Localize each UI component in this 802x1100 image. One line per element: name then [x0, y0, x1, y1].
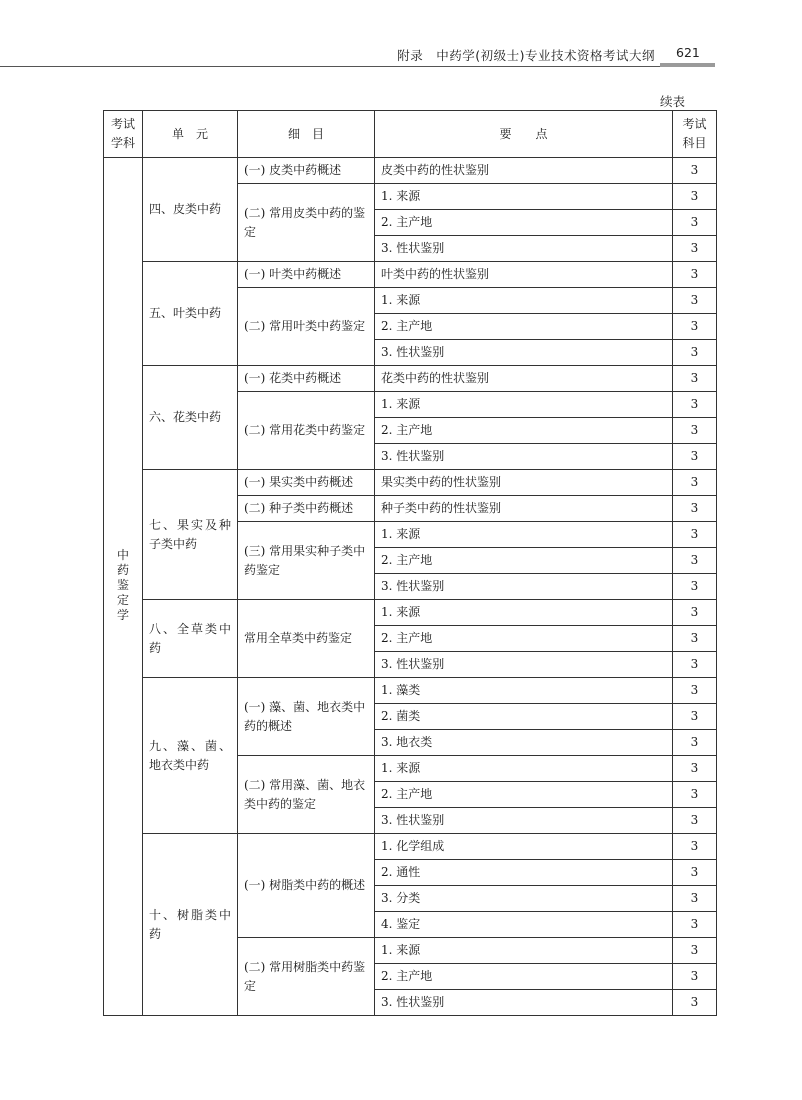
detail-cell: (二) 种子类中药概述: [238, 496, 375, 522]
page-number: 621: [676, 45, 700, 60]
exam-subject-cell: 3: [673, 912, 717, 938]
exam-subject-cell: 3: [673, 184, 717, 210]
detail-cell: (一) 树脂类中药的概述: [238, 834, 375, 938]
detail-cell: (一) 藻、菌、地衣类中药的概述: [238, 678, 375, 756]
table-row: [104, 366, 717, 392]
point-cell: 2. 主产地: [375, 210, 673, 236]
table-body: [104, 158, 717, 1016]
subject-cell: [104, 158, 143, 1016]
column-header-subject: 考试学科: [104, 111, 143, 158]
unit-cell: 五、叶类中药: [143, 262, 238, 366]
exam-subject-cell: 3: [673, 704, 717, 730]
exam-subject-cell: 3: [673, 652, 717, 678]
exam-subject-cell: 3: [673, 782, 717, 808]
exam-subject-cell: 3: [673, 964, 717, 990]
exam-subject-cell: 3: [673, 288, 717, 314]
point-cell: 1. 来源: [375, 522, 673, 548]
point-cell: 3. 性状鉴别: [375, 808, 673, 834]
point-cell: 2. 主产地: [375, 314, 673, 340]
point-cell: 叶类中药的性状鉴别: [375, 262, 673, 288]
table-row: [104, 834, 717, 860]
table-row: [104, 678, 717, 704]
exam-subject-cell: 3: [673, 236, 717, 262]
detail-cell: (一) 皮类中药概述: [238, 158, 375, 184]
exam-subject-cell: 3: [673, 392, 717, 418]
point-cell: 1. 化学组成: [375, 834, 673, 860]
point-cell: 2. 主产地: [375, 548, 673, 574]
point-cell: 1. 藻类: [375, 678, 673, 704]
exam-subject-cell: 3: [673, 600, 717, 626]
detail-cell: (二) 常用皮类中药的鉴定: [238, 184, 375, 262]
exam-subject-cell: 3: [673, 444, 717, 470]
exam-subject-cell: 3: [673, 834, 717, 860]
point-cell: 1. 来源: [375, 938, 673, 964]
header-bar: [660, 63, 715, 67]
point-cell: 3. 性状鉴别: [375, 574, 673, 600]
column-header-exam-subject: 考试科目: [673, 111, 717, 158]
point-cell: 2. 主产地: [375, 964, 673, 990]
detail-cell: (一) 叶类中药概述: [238, 262, 375, 288]
point-cell: 1. 来源: [375, 600, 673, 626]
unit-cell: 六、花类中药: [143, 366, 238, 470]
unit-cell: 十、树脂类中药: [143, 834, 238, 1016]
exam-subject-cell: 3: [673, 990, 717, 1016]
detail-cell: (二) 常用花类中药鉴定: [238, 392, 375, 470]
detail-cell: 常用全草类中药鉴定: [238, 600, 375, 678]
point-cell: 皮类中药的性状鉴别: [375, 158, 673, 184]
unit-cell: 九、藻、菌、地衣类中药: [143, 678, 238, 834]
detail-cell: (三) 常用果实种子类中药鉴定: [238, 522, 375, 600]
column-header-detail: 细 目: [238, 111, 375, 158]
exam-subject-cell: 3: [673, 470, 717, 496]
table-row: [104, 262, 717, 288]
exam-subject-cell: 3: [673, 678, 717, 704]
point-cell: 2. 主产地: [375, 626, 673, 652]
detail-cell: (二) 常用藻、菌、地衣类中药的鉴定: [238, 756, 375, 834]
continued-label: 续表: [660, 94, 686, 109]
detail-cell: (一) 果实类中药概述: [238, 470, 375, 496]
exam-subject-cell: 3: [673, 418, 717, 444]
point-cell: 4. 鉴定: [375, 912, 673, 938]
point-cell: 3. 分类: [375, 886, 673, 912]
exam-subject-cell: 3: [673, 808, 717, 834]
point-cell: 1. 来源: [375, 288, 673, 314]
exam-subject-cell: 3: [673, 496, 717, 522]
point-cell: 1. 来源: [375, 756, 673, 782]
exam-subject-cell: 3: [673, 522, 717, 548]
detail-cell: (二) 常用叶类中药鉴定: [238, 288, 375, 366]
exam-subject-cell: 3: [673, 158, 717, 184]
unit-cell: 八、全草类中药: [143, 600, 238, 678]
exam-subject-cell: 3: [673, 886, 717, 912]
point-cell: 3. 地衣类: [375, 730, 673, 756]
detail-cell: (二) 常用树脂类中药鉴定: [238, 938, 375, 1016]
point-cell: 种子类中药的性状鉴别: [375, 496, 673, 522]
point-cell: 果实类中药的性状鉴别: [375, 470, 673, 496]
header-rule: [0, 66, 660, 67]
exam-subject-cell: 3: [673, 860, 717, 886]
point-cell: 3. 性状鉴别: [375, 444, 673, 470]
exam-subject-cell: 3: [673, 314, 717, 340]
table-row: [104, 158, 717, 184]
point-cell: 2. 主产地: [375, 782, 673, 808]
exam-subject-cell: 3: [673, 756, 717, 782]
column-header-point: 要 点: [375, 111, 673, 158]
point-cell: 1. 来源: [375, 184, 673, 210]
exam-subject-cell: 3: [673, 626, 717, 652]
point-cell: 1. 来源: [375, 392, 673, 418]
unit-cell: 四、皮类中药: [143, 158, 238, 262]
column-header-unit: 单 元: [143, 111, 238, 158]
syllabus-table: [103, 110, 717, 1016]
running-title: 附录 中药学(初级士)专业技术资格考试大纲: [397, 48, 655, 63]
point-cell: 3. 性状鉴别: [375, 990, 673, 1016]
exam-subject-cell: 3: [673, 574, 717, 600]
point-cell: 3. 性状鉴别: [375, 340, 673, 366]
table-row: [104, 470, 717, 496]
exam-subject-cell: 3: [673, 340, 717, 366]
exam-subject-cell: 3: [673, 210, 717, 236]
table-header-row: [104, 111, 717, 158]
page-header: [0, 0, 802, 70]
exam-subject-cell: 3: [673, 938, 717, 964]
unit-cell: 七、果实及种子类中药: [143, 470, 238, 600]
detail-cell: (一) 花类中药概述: [238, 366, 375, 392]
exam-subject-cell: 3: [673, 730, 717, 756]
point-cell: 2. 菌类: [375, 704, 673, 730]
subject-label: 中药鉴定学: [116, 548, 129, 622]
table-row: [104, 600, 717, 626]
point-cell: 花类中药的性状鉴别: [375, 366, 673, 392]
point-cell: 3. 性状鉴别: [375, 236, 673, 262]
exam-subject-cell: 3: [673, 262, 717, 288]
point-cell: 3. 性状鉴别: [375, 652, 673, 678]
exam-subject-cell: 3: [673, 548, 717, 574]
exam-subject-cell: 3: [673, 366, 717, 392]
point-cell: 2. 通性: [375, 860, 673, 886]
point-cell: 2. 主产地: [375, 418, 673, 444]
